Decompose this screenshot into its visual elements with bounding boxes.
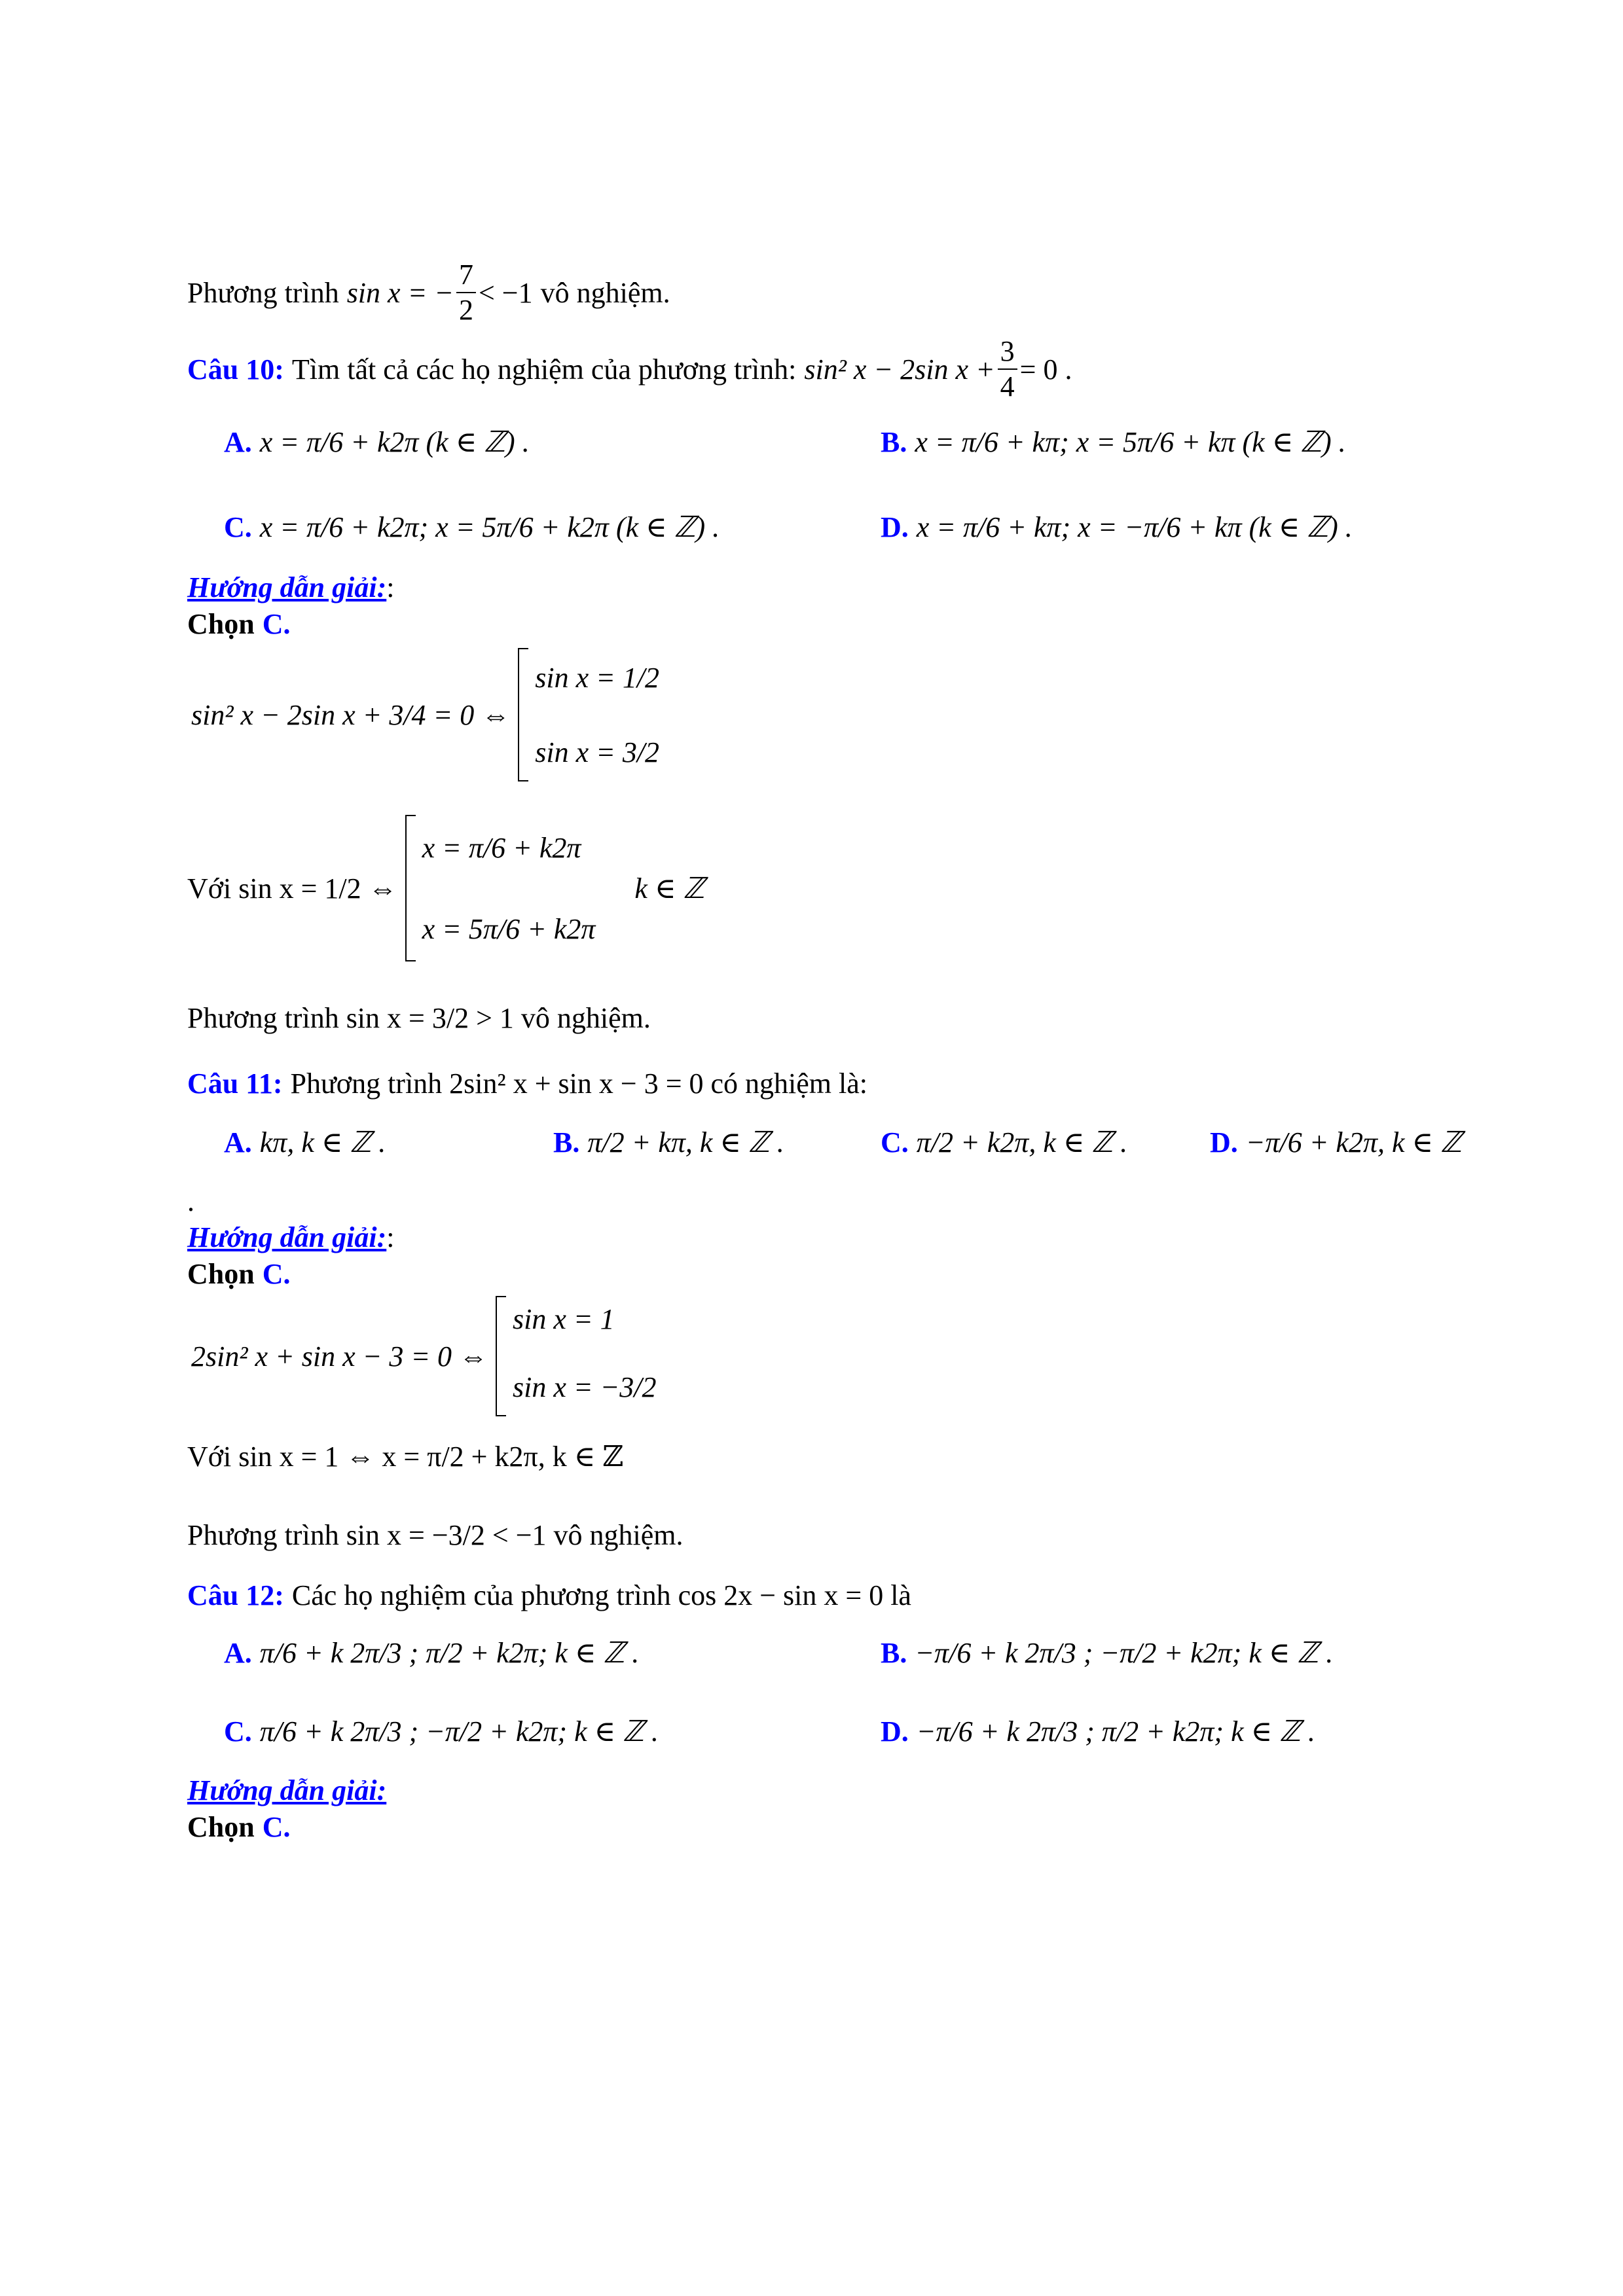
q12-b-text: −π/6 + k 2π/3 ; −π/2 + k2π; k ∈ ℤ .: [915, 1637, 1334, 1669]
q10-option-b[interactable]: [881, 425, 1346, 459]
q12-answer: C.: [262, 1811, 291, 1843]
q12-choose: [187, 1810, 291, 1844]
q10-option-a[interactable]: [224, 425, 530, 459]
q10-den: 4: [998, 368, 1017, 401]
q11-guide: [187, 1221, 394, 1254]
q11-a-letter: A.: [224, 1126, 252, 1158]
q12-text: Các họ nghiệm của phương trình cos 2x − sin x = 0 là: [291, 1579, 911, 1611]
q11-step1: [191, 1296, 657, 1416]
q11-step3-text: Phương trình sin x = −3/2 < −1 vô nghiệm.: [187, 1519, 684, 1551]
q12-guide: [187, 1774, 386, 1807]
q12-option-a[interactable]: [224, 1636, 639, 1670]
q12-a-letter: A.: [224, 1637, 252, 1669]
q11-stem: [187, 1067, 867, 1100]
q12-choose-label: Chọn: [187, 1811, 255, 1843]
q10-step3: [187, 1001, 651, 1035]
top-eq: sin x = −: [346, 276, 454, 309]
q11-choose: [187, 1257, 291, 1291]
q11-step1-left: 2sin² x + sin x − 3 = 0 ⇔: [191, 1340, 488, 1372]
q11-step3: [187, 1518, 684, 1552]
q11-dot-text: .: [187, 1185, 194, 1217]
q12-c-text: π/6 + k 2π/3 ; −π/2 + k2π; k ∈ ℤ .: [259, 1715, 659, 1748]
q11-d-text: −π/6 + k2π, k ∈ ℤ: [1245, 1126, 1462, 1158]
q11-option-d[interactable]: [1210, 1126, 1462, 1159]
q10-step2: [187, 815, 704, 961]
q10-d-letter: D.: [881, 511, 909, 543]
q10-step1: [191, 648, 659, 781]
q12-option-b[interactable]: [881, 1636, 1333, 1670]
q12-guide-text: Hướng dẫn giải:: [187, 1774, 387, 1806]
q12-c-letter: C.: [224, 1715, 252, 1748]
q11-a-text: kπ, k ∈ ℤ .: [259, 1126, 386, 1158]
q10-num: 3: [1000, 335, 1015, 367]
q11-guide-text: Hướng dẫn giải:: [187, 1221, 387, 1253]
q10-step2-bracket: [405, 815, 596, 961]
q11-label: Câu 11:: [187, 1067, 283, 1100]
q12-option-d[interactable]: [881, 1715, 1315, 1748]
q10-guide-colon: :: [386, 571, 395, 603]
q10-option-c[interactable]: [224, 511, 720, 544]
q10-choose-label: Chọn: [187, 608, 255, 640]
q11-text: Phương trình 2sin² x + sin x − 3 = 0 có nghiệm là:: [290, 1067, 867, 1100]
q10-step1-bracket: [518, 648, 659, 781]
top-text: Phương trình: [187, 276, 339, 309]
q11-option-a[interactable]: [224, 1126, 386, 1159]
q11-step1-row1: sin x = 1: [513, 1302, 615, 1335]
q10-step1-row2: sin x = 3/2: [535, 736, 660, 768]
q10-c-text: x = π/6 + k2π; x = 5π/6 + k2π (k ∈ ℤ) .: [259, 511, 720, 543]
q11-c-letter: C.: [881, 1126, 909, 1158]
q10-answer: C.: [262, 608, 291, 640]
q11-step1-row2: sin x = −3/2: [513, 1371, 657, 1403]
q11-step2: [187, 1440, 623, 1473]
q11-step2-text: Với sin x = 1 ⇔ x = π/2 + k2π, k ∈ ℤ: [187, 1441, 624, 1473]
q10-text: Tìm tất cả các họ nghiệm của phương trình:: [291, 353, 797, 386]
q10-stem: [187, 337, 1072, 401]
top-num: 7: [458, 259, 473, 291]
q10-b-text: x = π/6 + kπ; x = 5π/6 + kπ (k ∈ ℤ) .: [915, 426, 1346, 458]
q10-fraction: [998, 337, 1017, 401]
q12-d-letter: D.: [881, 1715, 909, 1748]
q10-c-letter: C.: [224, 511, 252, 543]
q12-stem: [187, 1579, 911, 1612]
q11-answer: C.: [262, 1258, 291, 1290]
q11-choose-label: Chọn: [187, 1258, 255, 1290]
q12-option-c[interactable]: [224, 1715, 659, 1748]
q10-guide: [187, 571, 394, 604]
q10-d-text: x = π/6 + kπ; x = −π/6 + kπ (k ∈ ℤ) .: [916, 511, 1353, 543]
q10-step2-left: Với sin x = 1/2 ⇔: [187, 872, 397, 905]
q10-step2-bracket-bar: [405, 815, 416, 961]
q10-a-letter: A.: [224, 426, 252, 458]
q10-b-letter: B.: [881, 426, 907, 458]
q10-step1-left: sin² x − 2sin x + 3/4 = 0 ⇔: [191, 698, 511, 731]
top-den: 2: [456, 292, 476, 325]
top-tail: vô nghiệm.: [540, 276, 670, 309]
q10-step2-row1: x = π/6 + k2π: [422, 831, 581, 864]
q10-step1-bracket-bar: [518, 648, 528, 781]
q11-step1-bracket-bar: [496, 1296, 506, 1416]
q11-step1-bracket: [496, 1296, 656, 1416]
q12-b-letter: B.: [881, 1637, 907, 1669]
q11-b-letter: B.: [553, 1126, 580, 1158]
top-line: [187, 260, 670, 325]
q11-option-b[interactable]: [553, 1126, 784, 1159]
q12-d-text: −π/6 + k 2π/3 ; π/2 + k2π; k ∈ ℤ .: [916, 1715, 1315, 1748]
q10-guide-text: Hướng dẫn giải:: [187, 571, 387, 603]
q10-label: Câu 10:: [187, 353, 284, 386]
q10-step3-text: Phương trình sin x = 3/2 > 1 vô nghiệm.: [187, 1002, 651, 1034]
q12-a-text: π/6 + k 2π/3 ; π/2 + k2π; k ∈ ℤ .: [259, 1637, 640, 1669]
q10-option-d[interactable]: [881, 511, 1353, 544]
q10-choose: [187, 607, 291, 641]
q10-a-text: x = π/6 + k2π (k ∈ ℤ) .: [259, 426, 530, 458]
q11-c-text: π/2 + k2π, k ∈ ℤ .: [916, 1126, 1128, 1158]
q11-d-letter: D.: [1210, 1126, 1238, 1158]
q11-dot: [187, 1185, 194, 1218]
q12-label: Câu 12:: [187, 1579, 284, 1611]
q10-eq-left: sin² x − 2sin x +: [804, 353, 995, 386]
top-fraction: [456, 260, 476, 325]
top-rest: < −1: [478, 276, 533, 309]
q10-step1-row1: sin x = 1/2: [535, 661, 660, 694]
q11-guide-colon: :: [386, 1221, 395, 1253]
q11-option-c[interactable]: [881, 1126, 1127, 1159]
q10-eq-right: = 0 .: [1019, 353, 1072, 386]
q10-step2-k: k ∈ ℤ: [634, 872, 705, 905]
q11-b-text: π/2 + kπ, k ∈ ℤ .: [587, 1126, 784, 1158]
q10-step2-row2: x = 5π/6 + k2π: [422, 912, 596, 945]
